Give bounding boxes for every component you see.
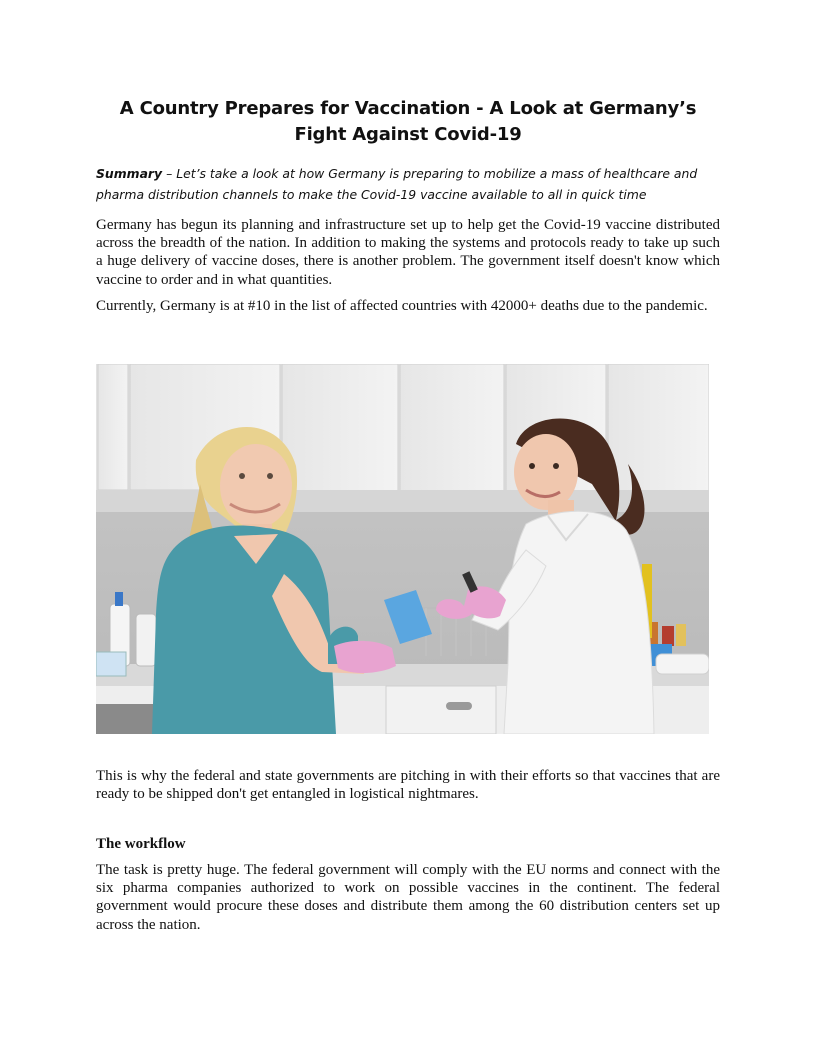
paragraph-workflow: The task is pretty huge. The federal government will comply with the EU norms and connect with the six pharma companies authorized to work on possible vaccines in the continent. The federal government would procure these doses and distribute them among the 60 distribution centers set up across the nation. — [96, 862, 720, 933]
paragraph-intro: Germany has begun its planning and infrastructure set up to help get the Covid-19 vaccine distributed across the breadth of the nation. In addition to making the systems and protocols ready to take up such a huge delivery of vaccine doses, there is another problem. The government itself doesn't know which vaccine to order and in what quantities. — [96, 217, 720, 288]
summary-label: Summary — [96, 166, 163, 181]
section-heading-workflow: The workflow — [96, 836, 186, 852]
paragraph-efforts: This is why the federal and state governments are pitching in with their efforts so that vaccines that are ready to be shipped don't get entangled in logistical nightmares. — [96, 768, 720, 803]
summary-text: – Let’s take a look at how Germany is preparing to mobilize a mass of healthcare and pharma distribution channels to make the Covid-19 vaccine available to all in quick time — [96, 166, 698, 202]
summary-block — [96, 163, 720, 205]
lab-photo — [96, 364, 709, 734]
document-title: A Country Prepares for Vaccination - A Look at Germany’s Fight Against Covid-19 — [119, 98, 697, 145]
paragraph-ranking: Currently, Germany is at #10 in the list of affected countries with 42000+ deaths due to the pandemic. — [96, 298, 708, 314]
